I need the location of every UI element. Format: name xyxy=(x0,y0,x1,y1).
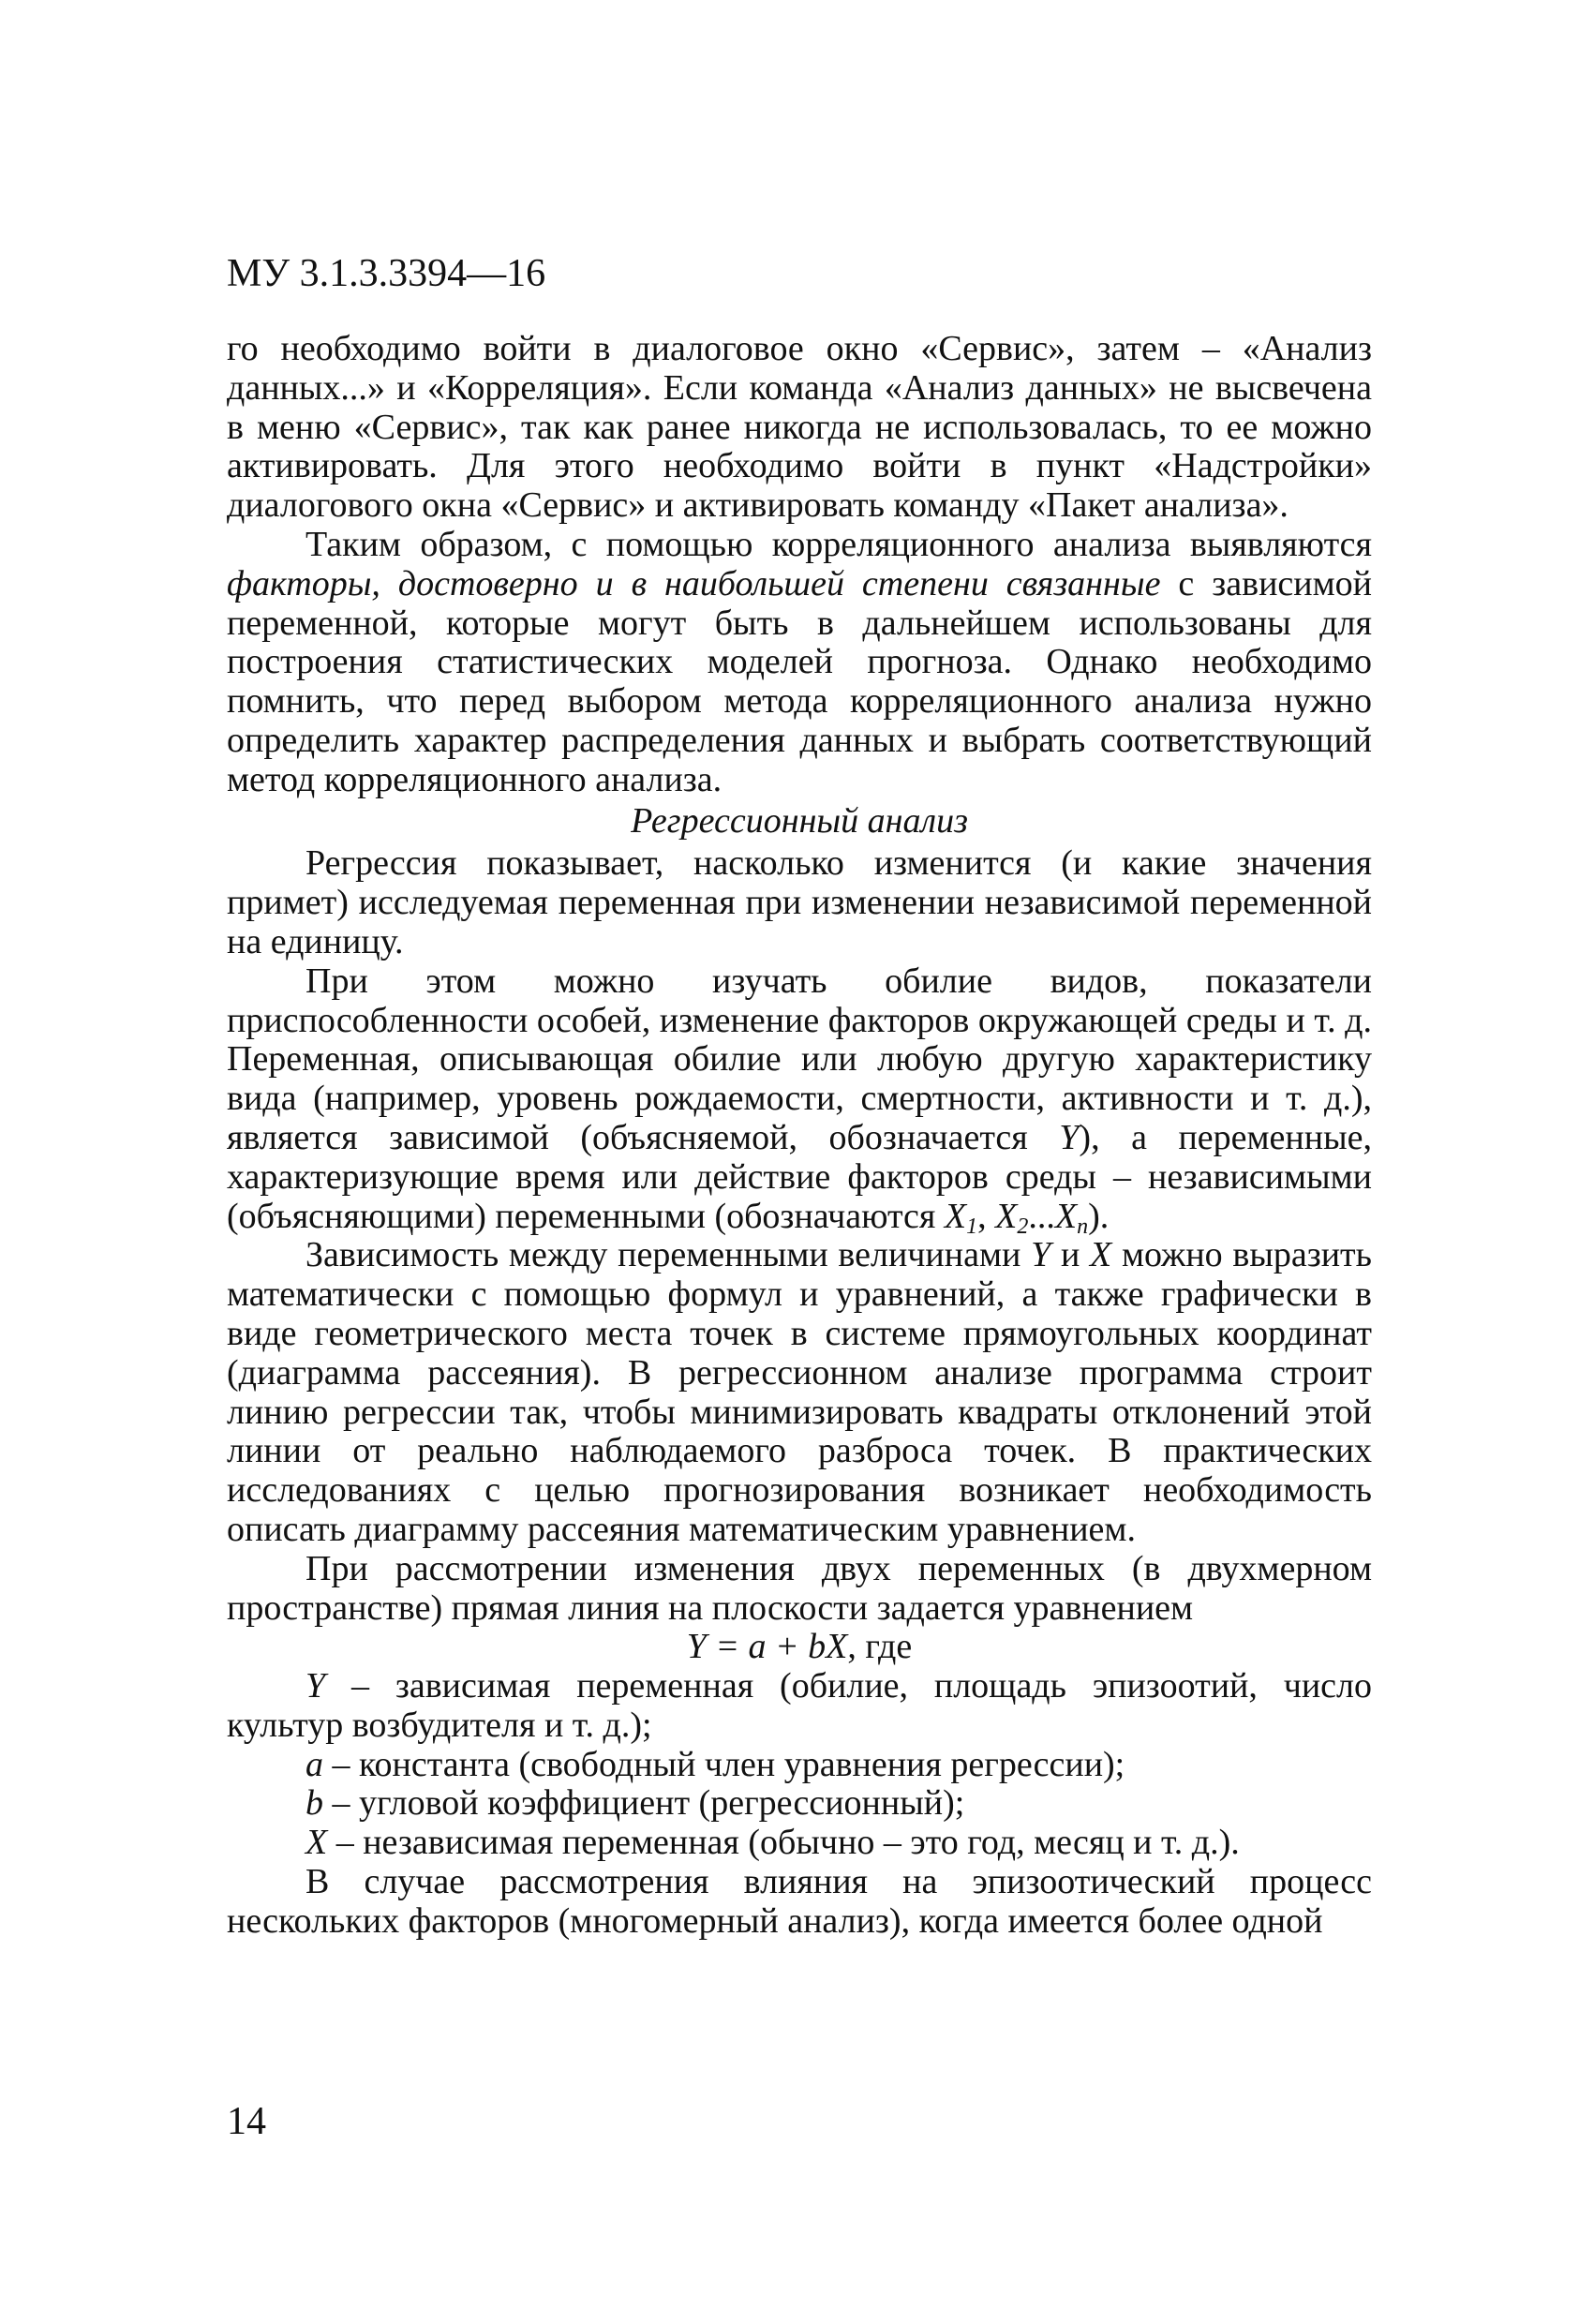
page-number: 14 xyxy=(227,2100,266,2143)
text-run: – константа (свободный член уравнения регрессии); xyxy=(323,1744,1125,1784)
variable-y: Y xyxy=(1059,1117,1080,1157)
variable-x: X xyxy=(995,1196,1018,1236)
variable-x: X xyxy=(944,1196,967,1236)
definition-b xyxy=(227,1784,1372,1824)
text-run: При этом можно изучать обилие видов, показатели приспособленности особей, изменение факторов окружающей среды и т. д. Переменная, описывающая обилие или любую другую характеристику вида (например, уровень рождаемости, смертности, активности и т. д.), является зависимой (объясняемой, обозначается xyxy=(227,961,1372,1157)
paragraph-multivariate: В случае рассмотрения влияния на эпизоотический процесс нескольких факторов (многомерный анализ), когда имеется более одной xyxy=(227,1862,1372,1941)
text-run: Таким образом, с помощью корреляционного анализа выявляются xyxy=(305,524,1372,564)
variable-y: Y xyxy=(305,1666,326,1706)
subscript: n xyxy=(1077,1214,1089,1239)
variable-y: Y xyxy=(1031,1235,1051,1275)
text-run: – независимая переменная (обычно – это год, месяц и т. д.). xyxy=(327,1823,1240,1863)
text-run: ), а переменные, характеризующие время или действие факторов среды – независимыми (объясняющими) переменными (обозначаются xyxy=(227,1117,1372,1236)
variable-b: b xyxy=(305,1783,323,1824)
variable-x: X xyxy=(305,1823,328,1863)
text-run: – зависимая переменная (обилие, площадь эпизоотий, число культур возбудителя и т. д.); xyxy=(227,1666,1372,1745)
document-header: МУ 3.1.3.3394—16 xyxy=(227,252,546,295)
text-run: – угловой коэффициент (регрессионный); xyxy=(323,1783,965,1824)
text-run: , где xyxy=(847,1627,913,1667)
italic-text-run: факторы, достоверно и в наибольшей степени связанные xyxy=(227,563,1161,603)
body-text xyxy=(227,330,1372,1942)
definition-x xyxy=(227,1824,1372,1863)
variable-a: a xyxy=(305,1744,323,1784)
paragraph-variables xyxy=(227,962,1372,1237)
text-run: ). xyxy=(1088,1196,1110,1236)
paragraph-correlation-summary xyxy=(227,526,1372,800)
paragraph-regression-definition: Регрессия показывает, насколько изменится (и какие значения примет) исследуемая переменная при изменении независимой переменной на единицу. xyxy=(227,843,1372,961)
text-run: можно выразить математически с помощью формул и уравнений, а также графически в виде геометрического места точек в системе прямоугольных координат (диаграмма рассеяния). В регрессионном анализе программа строит линию регрессии так, чтобы минимизировать квадраты отклонений этой линии от реально наблюдаемого разброса точек. В практических исследованиях с целью прогнозирования возникает необходимость описать диаграмму рассеяния математическим уравнением. xyxy=(227,1235,1372,1549)
regression-equation xyxy=(227,1628,1372,1667)
text-run: , xyxy=(977,1196,996,1236)
text-run: и xyxy=(1050,1235,1091,1275)
text-run: с зависимой переменной, которые могут быть в дальнейшем использованы для построения статистических моделей прогноза. Однако необходимо помнить, что перед выбором метода корреляционного анализа нужно определить характер распределения данных и выбрать соответствующий метод корреляционного анализа. xyxy=(227,563,1372,799)
equation-formula: Y = a + bX xyxy=(686,1627,848,1667)
text-run: ... xyxy=(1028,1196,1055,1236)
definition-a xyxy=(227,1746,1372,1785)
paragraph-two-variables: При рассмотрении изменения двух переменных (в двухмерном пространстве) прямая линия на плоскости задается уравнением xyxy=(227,1548,1372,1628)
paragraph-dependency xyxy=(227,1236,1372,1549)
definition-y xyxy=(227,1667,1372,1746)
text-run: Зависимость между переменными величинами xyxy=(305,1235,1032,1275)
paragraph-continuation: го необходимо войти в диалоговое окно «Сервис», затем – «Анализ данных...» и «Корреляция». Если команда «Анализ данных» не высвечена в меню «Сервис», так как ранее никогда не использовалась, то ее можно активировать. Для этого необходимо войти в пункт «Надстройки» диалогового окна «Сервис» и активировать команду «Пакет анализа». xyxy=(227,329,1372,526)
subscript: 1 xyxy=(966,1214,978,1239)
section-heading: Регрессионный анализ xyxy=(631,800,968,841)
variable-x: X xyxy=(1090,1235,1112,1275)
variable-x: X xyxy=(1054,1196,1078,1236)
subscript: 2 xyxy=(1017,1214,1029,1239)
